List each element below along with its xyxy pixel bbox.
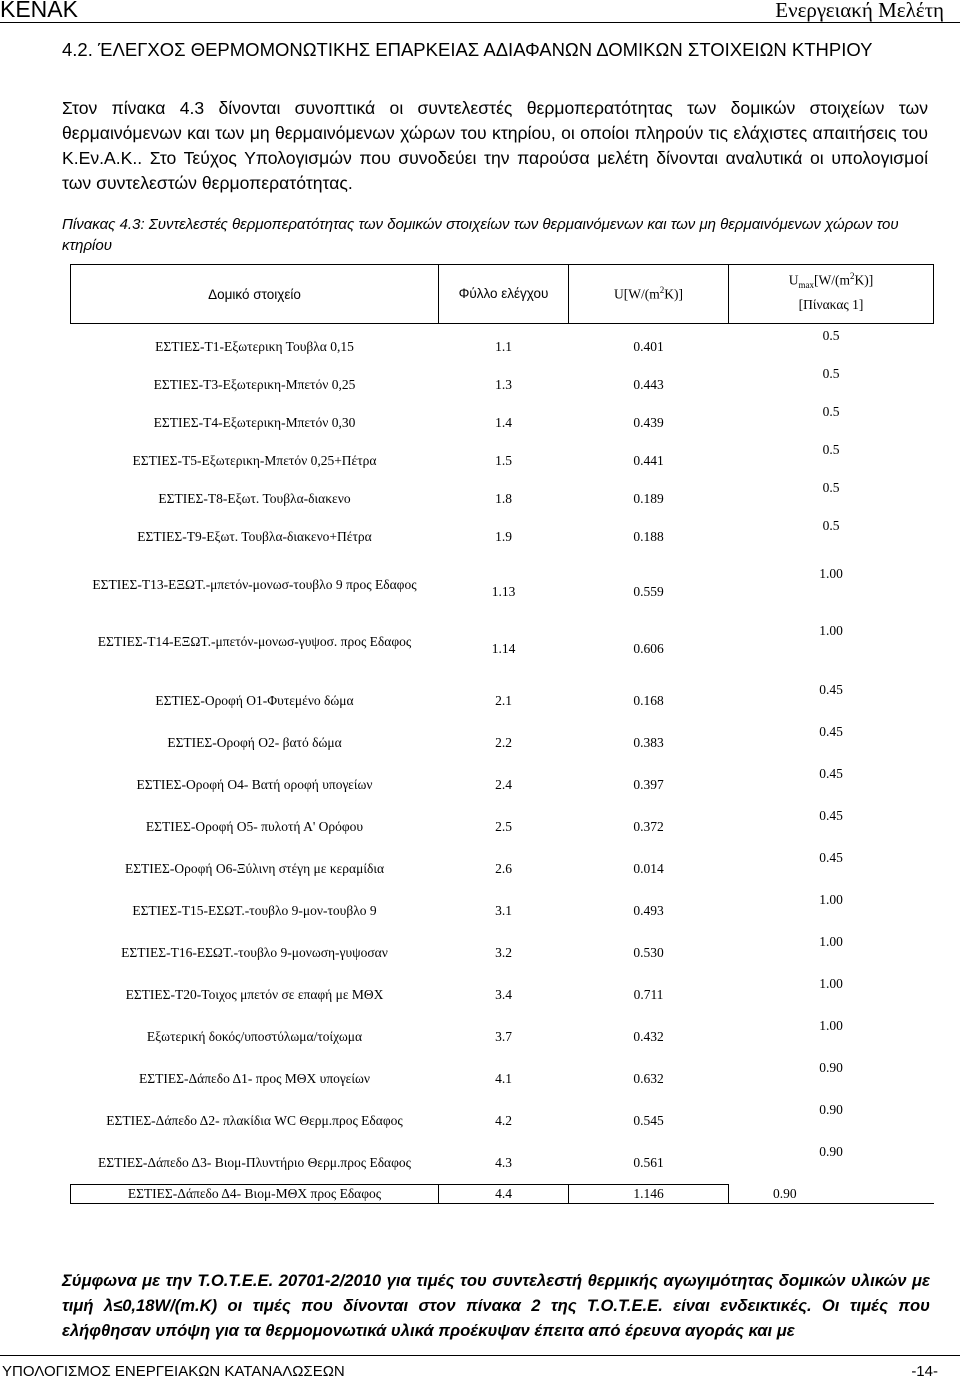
table-row: [71, 848, 934, 890]
umax-value-cell: [729, 974, 934, 1016]
u-values-table: [70, 264, 934, 1204]
header-umax-sup: 2: [850, 271, 855, 281]
header-umax-mid: [W/(m: [814, 272, 850, 288]
umax-value-cell: [729, 1142, 934, 1185]
umax-value-cell: [729, 1016, 934, 1058]
u-value-cell: 1.146: [569, 1185, 729, 1204]
umax-value-cell: [729, 556, 934, 613]
u-value-cell: 0.401: [633, 339, 664, 354]
u-value-cell: 0.188: [633, 529, 664, 544]
sheet-cell: 1.9: [495, 529, 512, 544]
element-name-cell: ΕΣΤΙΕΣ-Τ15-ΕΣΩΤ.-τουβλο 9-μον-τουβλο 9: [132, 903, 377, 918]
element-name-cell: ΕΣΤΙΕΣ-Οροφή Ο6-Ξύλινη στέγη με κεραμίδια: [124, 861, 385, 876]
header-umax-ref: [Πίνακας 1]: [798, 297, 864, 313]
header-umax-sub: max: [798, 280, 814, 291]
sheet-cell: 2.4: [495, 777, 512, 792]
u-value-cell: 0.439: [633, 415, 664, 430]
element-name-cell: ΕΣΤΙΕΣ-Τ13-ΕΞΩΤ.-μπετόν-μονωσ-τουβλο 9 προς Εδαφος: [92, 576, 417, 592]
sheet-cell: 3.4: [495, 987, 512, 1002]
umax-value: 1.00: [819, 934, 843, 949]
sheet-cell: 1.3: [495, 377, 512, 392]
sheet-cell: 4.1: [495, 1071, 512, 1086]
header-u-sup: 2: [659, 285, 665, 296]
umax-value-cell: [729, 932, 934, 974]
umax-value-cell: [729, 613, 934, 670]
umax-value-cell: [729, 442, 934, 480]
table-row: [71, 1058, 934, 1100]
element-name-cell: ΕΣΤΙΕΣ-Οροφή Ο4- Βατή οροφή υπογείων: [136, 777, 373, 792]
element-name-cell: ΕΣΤΙΕΣ-Δάπεδο Δ4- Βιομ-ΜΘΧ προς Εδαφος: [71, 1185, 439, 1204]
umax-value: 0.5: [822, 480, 840, 495]
u-value-cell: 0.606: [633, 640, 664, 656]
element-name-cell: ΕΣΤΙΕΣ-Τ8-Εξωτ. Τουβλα-διακενο: [158, 491, 351, 506]
u-value-cell: 0.559: [633, 583, 664, 599]
sheet-cell: 2.2: [495, 735, 512, 750]
header-u-main: U[W/(m: [614, 286, 660, 302]
table-row: [71, 613, 934, 670]
umax-value-cell: [729, 848, 934, 890]
table-row: [71, 518, 934, 556]
u-value-cell: 0.561: [633, 1155, 664, 1170]
umax-value: 0.90: [819, 1144, 843, 1160]
table-row: [71, 480, 934, 518]
sheet-cell: 4.3: [495, 1155, 512, 1170]
table-caption: [62, 214, 942, 256]
element-name-cell: Εξωτερική δοκός/υποστύλωμα/τοίχωμα: [146, 1029, 363, 1044]
u-value-cell: 0.014: [633, 861, 664, 876]
element-name-cell: ΕΣΤΙΕΣ-Οροφή Ο2- βατό δώμα: [167, 735, 342, 750]
umax-value-cell: [729, 480, 934, 518]
element-name-cell: ΕΣΤΙΕΣ-Τ1-Εξωτερικη Τουβλα 0,15: [155, 339, 354, 354]
table-row-last: [71, 1185, 934, 1204]
header-u-end: K)]: [664, 286, 683, 302]
table-row: [71, 722, 934, 764]
umax-value-cell: [729, 1100, 934, 1142]
umax-value: 0.45: [819, 682, 843, 697]
umax-value: 0.45: [819, 850, 843, 865]
umax-value-cell: 0.90: [729, 1185, 934, 1204]
spacer-row: [71, 670, 934, 680]
header-umax-end: K)]: [854, 272, 874, 288]
table-row: [71, 932, 934, 974]
u-value-cell: 0.441: [633, 453, 664, 468]
sheet-cell: 2.1: [495, 693, 512, 708]
table-row: [71, 328, 934, 366]
umax-value: 0.5: [822, 328, 840, 343]
table-row: [71, 974, 934, 1016]
umax-value-cell: [729, 764, 934, 806]
table-row: [71, 1100, 934, 1142]
umax-value: 1.00: [819, 976, 843, 991]
table-row: [71, 1016, 934, 1058]
element-name-cell: ΕΣΤΙΕΣ-Δάπεδο Δ1- προς ΜΘΧ υπογείων: [139, 1071, 370, 1086]
intro-paragraph: Στον πίνακα 4.3 δίνονται συνοπτικά οι συντελεστές θερμοπερατότητας των δομικών στοιχείων των θερμαινόμενων και των μη θερμαινόμενων χώρων του κτηρίου, οι οποίοι πληρούν τις ελάχιστες απαιτήσεις του Κ.Εν.Α.Κ.. Στο Τεύχος Υπολογισμών που συνοδεύει την παρούσα μελέτη δίνονται αναλυτικά οι υπολογισμοί των συντελεστών θερμοπερατότητας.: [62, 98, 928, 193]
umax-value: 0.90: [819, 1102, 843, 1117]
u-value-cell: 0.493: [633, 903, 664, 918]
section-heading: 4.2. ΈΛΕΓΧΟΣ ΘΕΡΜΟΜΟΝΩΤΙΚΗΣ ΕΠΑΡΚΕΙΑΣ ΑΔΙΑΦΑΝΩΝ ΔΟΜΙΚΩΝ ΣΤΟΙΧΕΙΩΝ ΚΤΗΡΙΟΥ: [62, 39, 873, 60]
header-umax: [729, 265, 934, 324]
sheet-cell: 2.5: [495, 819, 512, 834]
umax-value: 0.5: [822, 404, 840, 419]
umax-value: 0.45: [819, 808, 843, 823]
spacer-cell: [71, 670, 934, 680]
u-value-cell: 0.632: [633, 1071, 664, 1086]
umax-value: 0.45: [819, 724, 843, 739]
umax-value-cell: [729, 1058, 934, 1100]
header-element: Δομικό στοιχείο: [71, 265, 439, 324]
u-value-cell: 0.168: [633, 693, 664, 708]
element-name-cell: ΕΣΤΙΕΣ-Τ20-Τοιχος μπετόν σε επαφή με ΜΘΧ: [125, 987, 384, 1002]
sheet-cell: 4.4: [439, 1185, 569, 1204]
u-value-cell: 0.432: [633, 1029, 664, 1044]
sheet-cell: 1.13: [491, 583, 516, 599]
table-header-row: [71, 265, 934, 324]
page-header: [0, 0, 960, 23]
sheet-cell: 2.6: [495, 861, 512, 876]
umax-value-cell: [729, 518, 934, 556]
umax-value-cell: [729, 806, 934, 848]
umax-value-cell: [729, 890, 934, 932]
element-name-cell: ΕΣΤΙΕΣ-Τ5-Εξωτερικη-Μπετόν 0,25+Πέτρα: [132, 453, 377, 468]
element-name-cell: ΕΣΤΙΕΣ-Οροφή Ο1-Φυτεμένο δώμα: [155, 693, 354, 708]
umax-value-cell: [729, 328, 934, 366]
header-umax-main: U: [788, 272, 799, 288]
table-row: [71, 764, 934, 806]
header-left-title: KENAK: [0, 0, 78, 22]
umax-value: 1.00: [819, 622, 843, 638]
sheet-cell: 1.5: [495, 453, 512, 468]
note-paragraph: Σύμφωνα με την Τ.Ο.Τ.Ε.Ε. 20701-2/2010 για τιμές του συντελεστή θερμικής αγωγιμότητας δομικών υλικών με τιμή λ≤0,18W/(m.K) οι τιμές που δίνονται στον πίνακα 2 της Τ.Ο.Τ.Ε.Ε. είναι ενδεικτικές. Οι τιμές που ελήφθησαν υπόψη για τα θερμομονωτικά υλικά προέκυψαν έπειτα από έρευνα αγοράς και με: [62, 1271, 930, 1340]
header-sheet: Φύλλο ελέγχου: [439, 265, 569, 324]
table-row: [71, 442, 934, 480]
sheet-cell: 3.1: [495, 903, 512, 918]
header-right-title: Ενεργειακή Μελέτη: [775, 0, 944, 22]
u-value-cell: 0.383: [633, 735, 664, 750]
umax-value: 0.90: [819, 1060, 843, 1075]
element-name-cell: ΕΣΤΙΕΣ-Δάπεδο Δ2- πλακίδια WC Θερμ.προς Εδαφος: [106, 1113, 403, 1128]
page-number: -14-: [911, 1363, 938, 1380]
umax-value: 1.00: [819, 892, 843, 907]
element-name-cell: ΕΣΤΙΕΣ-Τ16-ΕΣΩΤ.-τουβλο 9-μονωση-γυψοσαν: [121, 945, 388, 960]
u-value-cell: 0.711: [633, 987, 664, 1002]
caption-label: Πίνακας 4.3: [62, 216, 141, 233]
table-row: [71, 556, 934, 613]
table-row: [71, 1142, 934, 1185]
u-value-cell: 0.189: [633, 491, 664, 506]
umax-value: 0.5: [822, 518, 840, 533]
sheet-cell: 1.14: [491, 640, 516, 656]
header-u: [569, 265, 729, 324]
sheet-cell: 3.2: [495, 945, 512, 960]
u-value-cell: 0.372: [633, 819, 664, 834]
table-row: [71, 404, 934, 442]
page-footer: [0, 1355, 960, 1383]
table-row: [71, 680, 934, 722]
umax-value: 0.5: [822, 442, 840, 457]
caption-text: : Συντελεστές θερμοπερατότητας των δομικών στοιχείων των θερμαινόμενων και των μη θερμαινόμενων χώρων του κτηρίου: [62, 216, 899, 254]
table-row: [71, 806, 934, 848]
umax-value-cell: [729, 722, 934, 764]
sheet-cell: 1.8: [495, 491, 512, 506]
umax-value-cell: [729, 366, 934, 404]
sheet-cell: 4.2: [495, 1113, 512, 1128]
element-name-cell: ΕΣΤΙΕΣ-Τ4-Εξωτερικη-Μπετόν 0,30: [153, 415, 356, 430]
u-value-cell: 0.397: [633, 777, 664, 792]
umax-value: 0.45: [819, 766, 843, 781]
u-value-cell: 0.530: [633, 945, 664, 960]
element-name-cell: ΕΣΤΙΕΣ-Τ14-ΕΞΩΤ.-μπετόν-μονωσ-γυψοσ. προς Εδαφος: [97, 633, 412, 649]
footer-left-text: ΥΠΟΛΟΓΙΣΜΟΣ ΕΝΕΡΓΕΙΑΚΩΝ ΚΑΤΑΝΑΛΩΣΕΩΝ: [2, 1363, 345, 1380]
umax-value: 1.00: [819, 565, 843, 581]
element-name-cell: ΕΣΤΙΕΣ-Δάπεδο Δ3- Βιομ-Πλυντήριο Θερμ.προς Εδαφος: [97, 1155, 412, 1170]
umax-value: 1.00: [819, 1018, 843, 1033]
element-name-cell: ΕΣΤΙΕΣ-Τ3-Εξωτερικη-Μπετόν 0,25: [153, 377, 356, 392]
element-name-cell: ΕΣΤΙΕΣ-Οροφή Ο5- πυλοτή Α' Ορόφου: [145, 819, 364, 834]
u-value-cell: 0.545: [633, 1113, 664, 1128]
table-row: [71, 366, 934, 404]
umax-value-cell: [729, 404, 934, 442]
sheet-cell: 1.4: [495, 415, 512, 430]
umax-value: 0.5: [822, 366, 840, 381]
umax-value-cell: [729, 680, 934, 722]
element-name-cell: ΕΣΤΙΕΣ-Τ9-Εξωτ. Τουβλα-διακενο+Πέτρα: [137, 529, 372, 544]
u-value-cell: 0.443: [633, 377, 664, 392]
table-row: [71, 890, 934, 932]
sheet-cell: 1.1: [495, 339, 512, 354]
sheet-cell: 3.7: [495, 1029, 512, 1044]
